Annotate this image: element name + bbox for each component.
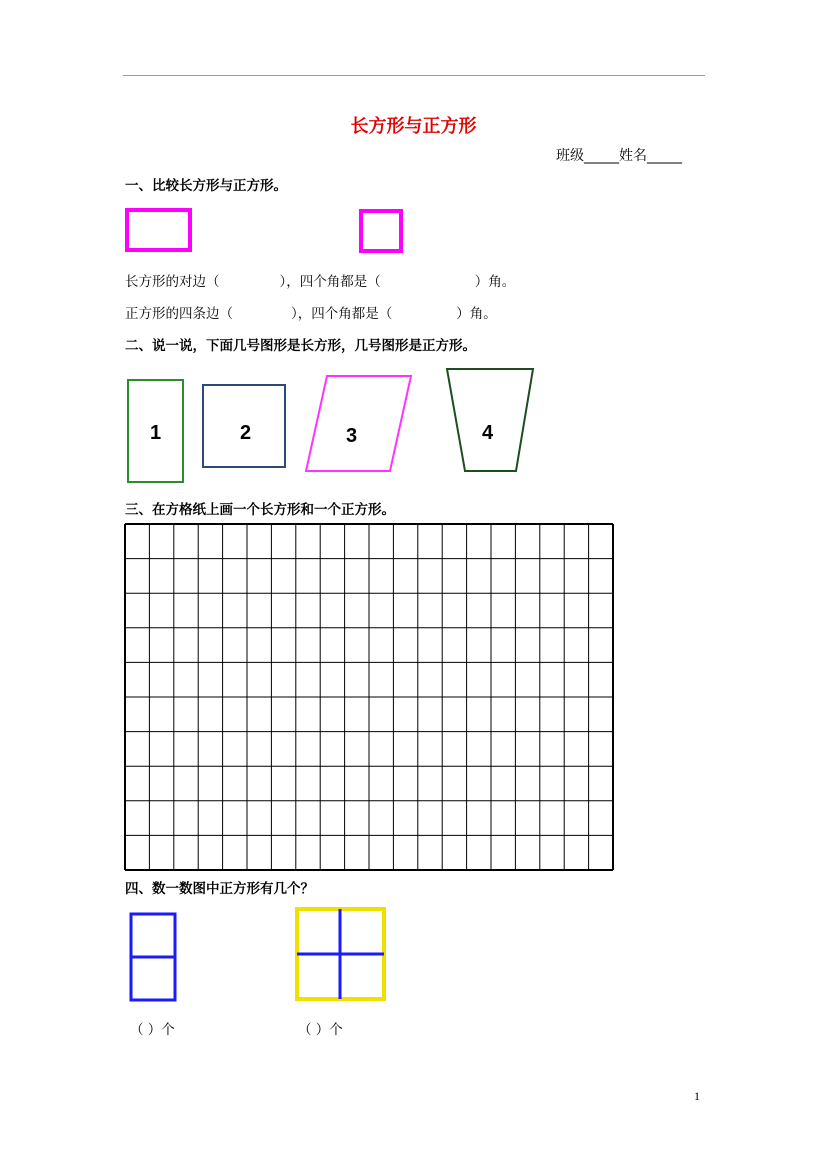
graph-paper-grid[interactable] [124, 523, 614, 871]
shape-2-label: 2 [240, 422, 252, 444]
section3-heading: 三、在方格纸上画一个长方形和一个正方形。 [125, 502, 395, 518]
section1-heading: 一、比较长方形与正方形。 [125, 178, 287, 194]
line1-part-c: ）角。 [474, 274, 516, 290]
rectangle-figure [125, 208, 192, 252]
shapes-figure [120, 362, 540, 487]
section2-heading: 二、说一说，下面几号图形是长方形，几号图形是正方形。 [125, 338, 476, 354]
section1-line1 [125, 270, 515, 290]
shape-4-trapezoid [447, 369, 533, 471]
page-number: 1 [694, 1089, 700, 1103]
shape-1-label: 1 [150, 422, 162, 444]
section1-line2 [125, 302, 497, 322]
line1-part-b: ），四个角都是（ [279, 274, 381, 290]
answer-1[interactable]: （ ）个 [130, 1022, 175, 1038]
line2-part-b: ），四个角都是（ [291, 306, 393, 322]
answer-2[interactable]: （ ）个 [298, 1022, 343, 1038]
line1-part-a: 长方形的对边（ [125, 274, 220, 290]
count-figure-2 [293, 904, 389, 1004]
section4-heading: 四、数一数图中正方形有几个？ [125, 881, 314, 897]
line2-part-a: 正方形的四条边（ [125, 306, 233, 322]
name-blank[interactable]: _____ [647, 148, 682, 164]
shape-3-parallelogram [306, 376, 411, 471]
square-figure [359, 209, 403, 253]
shape-3-label: 3 [346, 425, 358, 447]
page-title: 长方形与正方形 [350, 116, 477, 137]
shape-4-label: 4 [482, 422, 494, 444]
line2-part-c: ）角。 [456, 306, 497, 322]
count-figure-1 [126, 909, 182, 1005]
class-name-line [556, 145, 682, 165]
header-rule [123, 75, 705, 76]
class-blank[interactable]: _____ [584, 148, 619, 164]
name-label: 姓名 [619, 148, 647, 164]
class-label: 班级 [556, 148, 584, 164]
